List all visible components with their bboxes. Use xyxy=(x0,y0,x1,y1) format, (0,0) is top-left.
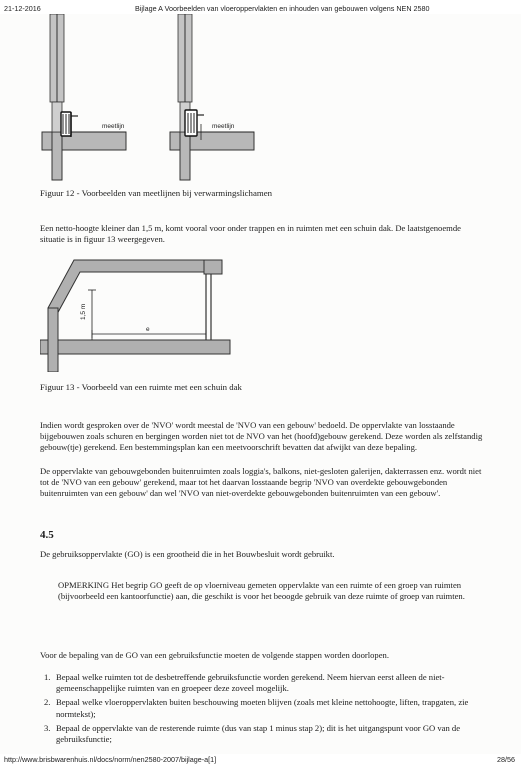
paragraph-nvo: Indien wordt gesproken over de 'NVO' wordt meestal de 'NVO van een gebouw' bedoeld. De oppervlakte van losstaande bijgebouwen zoals schuren en bergingen worden niet tot de NVO van het (hoofd)gebouw gerekend. Deze worden als zelfstandig gebouw(tje) gerekend. Een bestemmingsplan kan een meetvoorschrift bevatten dat afwijkt van deze bepaling. xyxy=(40,420,483,453)
step-text: Bepaal de oppervlakte van de resterende ruimte (dus van stap 1 minus stap 2); dit is het uitgangspunt voor GO van de gebruiksfunctie; xyxy=(56,722,461,745)
figure-13-diagram xyxy=(40,252,240,372)
meetlijn-label-left: meetlijn xyxy=(102,123,125,130)
section-intro: De gebruiksoppervlakte (GO) is een grootheid die in het Bouwbesluit wordt gebruikt. xyxy=(40,549,335,559)
step-text: Bepaal welke ruimten tot de desbetreffende gebruiksfunctie worden gerekend. Neem hiervan eerst alleen de niet-gemeenschappelijke ruimten van en groepeer deze zoveel mogelijk. xyxy=(56,672,445,694)
steps-intro: Voor de bepaling van de GO van een gebruiksfunctie moeten de volgende stappen worden doorlopen. xyxy=(40,650,389,660)
width-label: e xyxy=(146,326,150,333)
height-label: 1,5 m xyxy=(80,303,87,320)
meetlijn-label-right: meetlijn xyxy=(212,123,235,130)
header-date: 21-12-2016 xyxy=(4,4,41,13)
figure-12-caption: Figuur 12 - Voorbeelden van meetlijnen bij verwarmingslichamen xyxy=(40,188,273,198)
figure-13-caption: Figuur 13 - Voorbeeld van een ruimte met een schuin dak xyxy=(40,382,242,392)
footer-url-link[interactable]: http://www.brisbwarenhuis.nl/docs/norm/nen2580-2007/bijlage-a[1] xyxy=(4,755,217,764)
steps-list xyxy=(44,672,484,748)
header-title: Bijlage A Voorbeelden van vloeroppervlakten en inhouden van gebouwen volgens NEN 2580 xyxy=(135,4,430,13)
note-opmerking: OPMERKING Het begrip GO geeft de op vloerniveau gemeten oppervlakte van een ruimte of een groep van ruimten (bijvoorbeeld een kantoorfunctie) aan, die geschikt is voor het beoogde gebruik van deze ruimte of groep van ruimten. xyxy=(58,580,465,602)
section-heading: 4.5 xyxy=(40,529,54,541)
step-item xyxy=(44,723,484,745)
footer-page-number: 28/56 xyxy=(497,755,515,764)
paragraph-buitenruimten: De oppervlakte van gebouwgebonden buitenruimten zoals loggia's, balkons, niet-gesloten galerijen, dakterrassen enz. wordt niet tot de 'NVO van een gebouw' gerekend, maar tot het daarvan losstaande begrip 'NVO van overdekte gebouwgebonden buitenruimten van een gebouw' dan wel 'NVO van niet-overdekte gebouwgebonden buitenruimten van een gebouw'. xyxy=(40,466,482,499)
step-number: 1. xyxy=(44,672,51,682)
step-number: 3. xyxy=(44,722,51,733)
step-item xyxy=(44,697,484,719)
step-text: Bepaal welke vloeroppervlakten buiten beschouwing moeten blijven (zoals met kleine nettohoogte, liften, trapgaten, zie normtekst); xyxy=(56,697,469,719)
step-number: 2. xyxy=(44,697,51,708)
step-item xyxy=(44,672,484,694)
paragraph-netto-hoogte: Een netto-hoogte kleiner dan 1,5 m, komt vooral voor onder trappen en in ruimten met een schuin dak. De laatstgenoemde situatie is in figuur 13 weergegeven. xyxy=(40,223,461,245)
figure-12-diagram xyxy=(40,14,300,184)
